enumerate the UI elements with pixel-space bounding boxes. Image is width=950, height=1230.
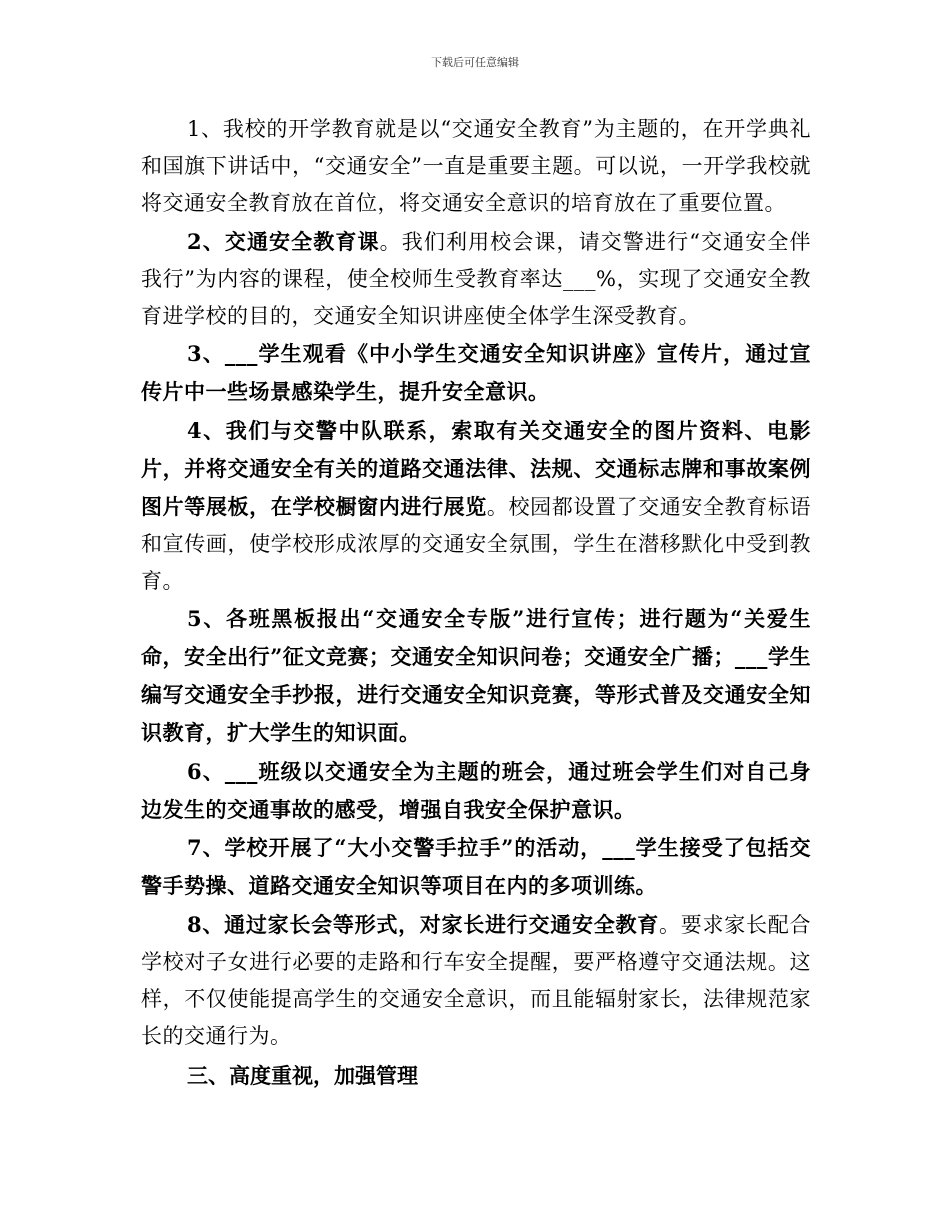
- paragraph-bold-text: 3、___学生观看《中小学生交通安全知识讲座》宣传片，通过宣传片中一些场景感染学生，提升安全意识。: [141, 341, 812, 404]
- paragraph-text: 1、我校的开学教育就是以“交通安全教育”为主题的，在开学典礼和国旗下讲话中，“交通安全”一直是重要主题。可以说，一开学我校就将交通安全教育放在首位，将交通安全意识的培育放在了重要位置。: [141, 117, 811, 215]
- paragraph-bold-text: 6、___班级以交通安全为主题的班会，通过班会学生们对自己身边发生的交通事故的感受，增强自我安全保护意识。: [141, 758, 812, 822]
- paragraph-3: [141, 335, 811, 411]
- paragraph-text: 。要求家长配合学校对子女进行必要的走路和行车安全提醒，要严格遵守交通法规。这样，不仅使能提高学生的交通安全意识，而且能辐射家长，法律规范家长的交通行为。: [141, 912, 811, 1048]
- paragraph-bold-text: 7、学校开展了“大小交警手拉手”的活动，___学生接受了包括交警手势操、道路交通安全知识等项目在内的多项训练。: [141, 835, 811, 898]
- section-heading: 三、高度重视，加强管理: [187, 1062, 418, 1088]
- paragraph-1: [141, 110, 811, 222]
- header-note: 下载后可任意编辑: [431, 56, 519, 69]
- paragraph-5: [141, 600, 811, 752]
- paragraph-bold-text: 5、各班黑板报出“交通安全专版”进行宣传；进行题为“关爱生命，安全出行”征文竞赛；交通安全知识问卷；交通安全广播；___学生编写交通安全手抄报，进行交通安全知识竞赛，等形式普及交通安全知识教育，扩大学生的知识面。: [141, 606, 811, 745]
- paragraph-bold-text: 4、我们与交警中队联系，索取有关交通安全的图片资料、电影片，并将交通安全有关的道路交通法律、法规、交通标志牌和事故案例图片等展板，在学校橱窗内进行展览: [141, 417, 811, 519]
- paragraph-text: 。我们利用校会课，请交警进行“交通安全伴我行”为内容的课程，使全校师生受教育率达___%，实现了交通安全教育进学校的目的，交通安全知识讲座使全体学生深受教育。: [141, 229, 811, 328]
- paragraph-4: [141, 412, 811, 600]
- document-body: [141, 110, 811, 1094]
- paragraph-bold-text: 2、交通安全教育课: [187, 228, 380, 254]
- paragraph-7: [141, 829, 811, 905]
- paragraph-bold-text: 8、通过家长会等形式，对家长进行交通安全教育: [187, 911, 660, 937]
- paragraph-text: 。校园都设置了交通安全教育标语和宣传画，使学校形成浓厚的交通安全氛围，学生在潜移默化中受到教育。: [141, 494, 812, 593]
- paragraph-6: [141, 753, 811, 829]
- paragraph-2: [141, 223, 811, 335]
- paragraph-8: [141, 906, 811, 1055]
